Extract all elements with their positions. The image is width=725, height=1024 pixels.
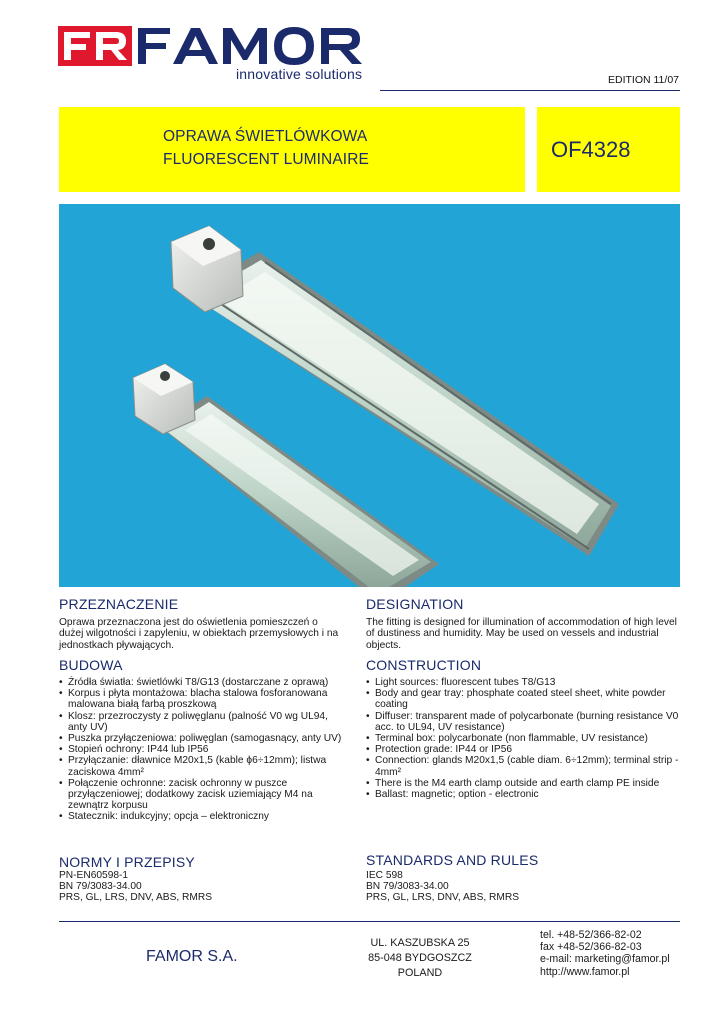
list-item: BN 79/3083-34.00 — [59, 880, 142, 892]
list-item: IEC 598 — [366, 870, 403, 881]
list-item: BN 79/3083-34.00 — [366, 880, 449, 892]
phone-line: tel. +48-52/366-82-02 — [540, 929, 642, 941]
email-line: e-mail: marketing@famor.pl — [540, 953, 670, 966]
list-item: • Body and gear tray: phosphate coated steel sheet, white powder coating — [366, 688, 680, 710]
company-contact — [540, 929, 670, 978]
list-item: • Diffuser: transparent made of polycarbonate (burning resistance V0 acc. to UL94, UV resistance) — [366, 711, 680, 733]
list-item: • Puszka przyłączeniowa: poliwęglan (samogasnący, anty UV) — [59, 733, 343, 744]
list-item: • Terminal box: polycarbonate (non flammable, UV resistance) — [366, 733, 680, 744]
list-item: • There is the M4 earth clamp outside and earth clamp PE inside — [366, 778, 680, 789]
heading-normy: NORMY I PRZEPISY — [59, 854, 195, 870]
upper-luminaire — [171, 226, 619, 556]
heading-construction: CONSTRUCTION — [366, 657, 482, 673]
list-item: • Połączenie ochronne: zacisk ochronny w puszce przyłączeniowej; dodatkowy zacisk uziemiający M4 na zewnątrz korpusu — [59, 778, 343, 812]
fax-line: fax +48-52/366-82-03 — [540, 941, 642, 954]
list-item: • Ballast: magnetic; option - electronic — [366, 789, 680, 800]
edition-label: EDITION 11/07 — [608, 74, 679, 86]
luminaire-illustration — [59, 204, 680, 587]
title-box — [59, 107, 525, 192]
heading-standards: STANDARDS AND RULES — [366, 852, 539, 868]
list-item: PRS, GL, LRS, DNV, ABS, RMRS — [59, 891, 213, 903]
address-line: 85-048 BYDGOSZCZ — [368, 952, 472, 964]
logo-tagline: innovative solutions — [236, 66, 363, 82]
list-item: • Korpus i płyta montażowa: blacha stalowa fosforanowana malowana białą farbą proszkową — [59, 688, 343, 710]
list-item: • Light sources: fluorescent tubes T8/G13 — [366, 677, 680, 688]
product-code: OF4328 — [551, 137, 631, 162]
header-divider — [380, 90, 680, 91]
list-item: • Klosz: przezroczysty z poliwęglanu (palność V0 wg UL94, anty UV) — [59, 711, 343, 733]
heading-designation: DESIGNATION — [366, 596, 464, 612]
address-line: UL. KASZUBSKA 25 — [370, 937, 470, 949]
list-item: • Statecznik: indukcyjny; opcja – elektroniczny — [59, 811, 343, 822]
address-line: POLAND — [397, 967, 443, 979]
website-link[interactable]: http://www.famor.pl — [540, 965, 630, 978]
product-photo — [59, 204, 680, 587]
heading-budowa: BUDOWA — [59, 657, 123, 673]
construction-list — [366, 677, 680, 800]
standards-list — [366, 871, 519, 903]
title-english: FLUORESCENT LUMINAIRE — [163, 151, 369, 168]
title-polish: OPRAWA ŚWIETLÓWKOWA — [163, 128, 368, 145]
list-item: PRS, GL, LRS, DNV, ABS, RMRS — [366, 891, 520, 903]
list-item: • Connection: glands M20x1,5 (cable diam. 6÷12mm); terminal strip - 4mm² — [366, 755, 680, 777]
list-item: PN-EN60598-1 — [59, 870, 129, 881]
product-code-box — [537, 107, 680, 192]
list-item: • Protection grade: IP44 or IP56 — [366, 744, 680, 755]
list-item: • Przyłączanie: dławnice M20x1,5 (kable ϕ6÷12mm); listwa zaciskowa 4mm² — [59, 755, 343, 777]
list-item: • Stopień ochrony: IP44 lub IP56 — [59, 744, 343, 755]
budowa-list — [59, 677, 343, 823]
famor-logo-mark — [58, 26, 388, 66]
list-item: • Źródła światła: świetlówki T8/G13 (dostarczane z oprawą) — [59, 677, 343, 688]
footer-divider — [59, 921, 680, 922]
designation-text: The fitting is designed for illumination of accommodation of high level of dustiness and humidity. May be used on vessels and industrial objects. — [366, 617, 677, 651]
normy-list — [59, 871, 212, 903]
przeznaczenie-text: Oprawa przeznaczona jest do oświetlenia pomieszczeń o dużej wilgotności i zapyleniu, w obiektach przemysłowych i na jednostkach pływających. — [59, 617, 339, 651]
company-name: FAMOR S.A. — [146, 948, 238, 965]
heading-przeznaczenie: PRZEZNACZENIE — [59, 596, 179, 612]
company-address — [350, 936, 490, 981]
